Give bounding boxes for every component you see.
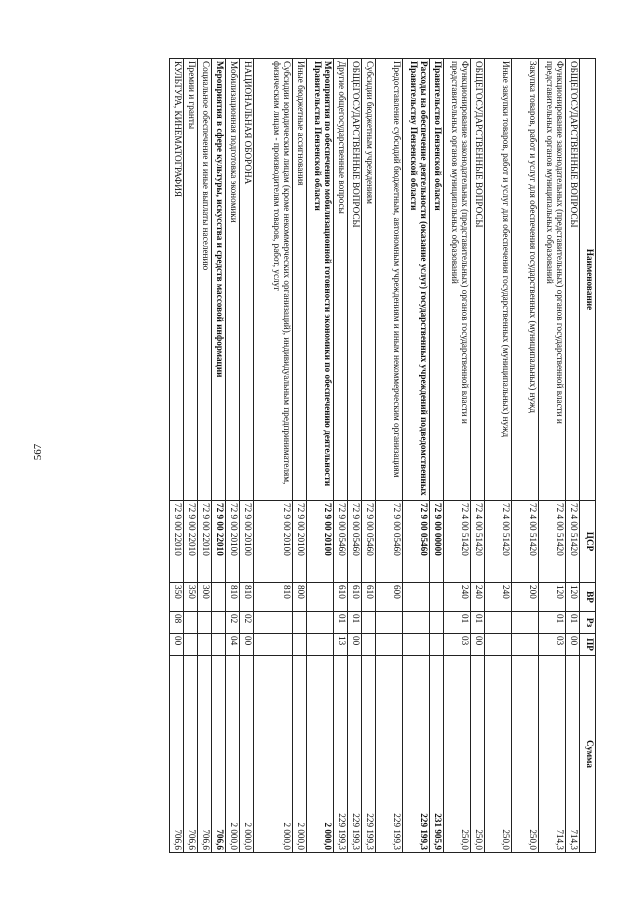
cell-vr [212,583,226,612]
cell-rz [485,612,512,634]
cell-rz [376,612,403,634]
table-header-row [580,59,596,853]
cell-sum: 250,0 [485,656,512,853]
cell-sum: 2 000,0 [307,656,334,853]
cell-pr [403,634,430,656]
cell-csr: 72 9 00 20100 [240,501,254,583]
cell-rz [430,612,444,634]
table-row [293,59,307,853]
cell-rz [198,612,212,634]
cell-pr [362,634,376,656]
cell-pr: 00 [170,634,184,656]
cell-sum: 2 000,0 [240,656,254,853]
cell-sum: 250,0 [512,656,539,853]
table-row [184,59,198,853]
header-vr: ВР [580,583,596,612]
table-row [471,59,485,853]
cell-csr: 72 9 00 05460 [362,501,376,583]
cell-csr: 72 4 00 51420 [566,501,580,583]
cell-name: Субсидии бюджетным учреждениям [362,59,376,501]
cell-vr: 610 [362,583,376,612]
cell-pr [198,634,212,656]
cell-rz [307,612,334,634]
cell-vr: 350 [184,583,198,612]
cell-rz [293,612,307,634]
cell-pr: 00 [566,634,580,656]
cell-pr: 00 [471,634,485,656]
cell-csr: 72 9 00 00000 [430,501,444,583]
cell-csr: 72 4 00 51420 [539,501,566,583]
cell-pr [293,634,307,656]
cell-name: Другие общегосударственные вопросы [334,59,348,501]
table-row [512,59,539,853]
cell-csr: 72 9 00 20100 [293,501,307,583]
cell-sum: 229 199,3 [403,656,430,853]
cell-rz [184,612,198,634]
cell-csr: 72 9 00 05460 [334,501,348,583]
cell-vr: 240 [471,583,485,612]
page-number: 567 [32,443,44,461]
cell-vr [403,583,430,612]
cell-pr [254,634,293,656]
cell-name: Социальное обеспечение и иные выплаты населению [198,59,212,501]
cell-name: Правительство Пензенской области [430,59,444,501]
budget-table [169,58,596,853]
cell-vr: 350 [170,583,184,612]
table-row [362,59,376,853]
cell-pr [307,634,334,656]
table-row [240,59,254,853]
cell-csr: 72 9 00 22010 [170,501,184,583]
cell-pr: 00 [348,634,362,656]
cell-sum: 229 199,3 [348,656,362,853]
cell-csr: 72 4 00 51420 [512,501,539,583]
cell-rz [403,612,430,634]
cell-pr: 03 [444,634,471,656]
cell-vr [430,583,444,612]
cell-pr [376,634,403,656]
cell-vr: 800 [293,583,307,612]
header-csr: ЦСР [580,501,596,583]
cell-csr: 72 9 00 05460 [348,501,362,583]
table-row [307,59,334,853]
table-row [254,59,293,853]
cell-name: Закупка товаров, работ и услуг для обеспечения государственных (муниципальных) нужд [512,59,539,501]
cell-vr: 120 [566,583,580,612]
rotated-page-content [96,58,596,852]
cell-name: Расходы на обеспечение деятельности (оказание услуг) государственных учреждений подведомственных Правительству Пензенской области [403,59,430,501]
table-row [430,59,444,853]
cell-rz [254,612,293,634]
cell-sum: 706,6 [184,656,198,853]
cell-csr: 72 9 00 22010 [198,501,212,583]
cell-name: Мероприятия в сфере культуры, искусства и средств массовой информации [212,59,226,501]
cell-sum: 714,3 [539,656,566,853]
cell-sum: 250,0 [471,656,485,853]
table-row [403,59,430,853]
table-row [212,59,226,853]
cell-csr: 72 4 00 51420 [485,501,512,583]
cell-pr: 04 [226,634,240,656]
header-sum: Сумма [580,656,596,853]
cell-sum: 229 199,3 [362,656,376,853]
cell-pr: 13 [334,634,348,656]
cell-pr [212,634,226,656]
cell-vr: 300 [198,583,212,612]
cell-vr [307,583,334,612]
cell-name: Субсидии юридическим лицам (кроме некоммерческих организаций), индивидуальным предпринимателям, физическим лицам - производителям товаров, работ, услуг [254,59,293,501]
cell-vr: 120 [539,583,566,612]
table-row [539,59,566,853]
cell-sum: 229 199,3 [376,656,403,853]
table-row [376,59,403,853]
cell-name: Иные закупки товаров, работ и услуг для обеспечения государственных (муниципальных) нужд [485,59,512,501]
cell-rz: 01 [334,612,348,634]
cell-name: НАЦИОНАЛЬНАЯ ОБОРОНА [240,59,254,501]
cell-name: Предоставление субсидий бюджетным, автономным учреждениям и иным некоммерческим организациям [376,59,403,501]
cell-rz: 01 [566,612,580,634]
cell-csr: 72 4 00 51420 [471,501,485,583]
cell-pr: 03 [539,634,566,656]
table-body [170,59,580,853]
cell-rz: 01 [444,612,471,634]
cell-rz [512,612,539,634]
cell-pr [512,634,539,656]
cell-pr [430,634,444,656]
cell-csr: 72 9 00 20100 [226,501,240,583]
table-row [334,59,348,853]
cell-csr: 72 9 00 22010 [184,501,198,583]
cell-rz: 08 [170,612,184,634]
cell-sum: 2 000,0 [254,656,293,853]
cell-name: ОБЩЕГОСУДАРСТВЕННЫЕ ВОПРОСЫ [348,59,362,501]
header-name: Наименование [580,59,596,501]
cell-vr: 810 [226,583,240,612]
table-row [348,59,362,853]
cell-vr: 610 [334,583,348,612]
cell-rz [212,612,226,634]
cell-pr: 00 [240,634,254,656]
header-rz: Рз [580,612,596,634]
cell-csr: 72 9 00 05460 [376,501,403,583]
table-row [566,59,580,853]
cell-rz: 02 [240,612,254,634]
cell-pr [184,634,198,656]
cell-rz: 01 [471,612,485,634]
cell-vr: 810 [254,583,293,612]
cell-name: КУЛЬТУРА, КИНЕМАТОГРАФИЯ [170,59,184,501]
cell-sum: 229 199,3 [334,656,348,853]
cell-rz [362,612,376,634]
table-row [444,59,471,853]
cell-sum: 714,3 [566,656,580,853]
cell-sum: 2 000,0 [226,656,240,853]
cell-csr: 72 9 00 05460 [403,501,430,583]
cell-vr: 610 [348,583,362,612]
cell-name: ОБЩЕГОСУДАРСТВЕННЫЕ ВОПРОСЫ [566,59,580,501]
cell-pr [485,634,512,656]
table-row [485,59,512,853]
cell-sum: 706,6 [212,656,226,853]
table-row [170,59,184,853]
cell-name: Премии и гранты [184,59,198,501]
cell-rz: 01 [539,612,566,634]
cell-vr: 600 [376,583,403,612]
cell-csr: 72 9 00 20100 [307,501,334,583]
cell-rz: 01 [348,612,362,634]
cell-vr: 810 [240,583,254,612]
cell-sum: 706,6 [170,656,184,853]
table-row [198,59,212,853]
cell-name: Мобилизационная подготовка экономики [226,59,240,501]
cell-csr: 72 9 00 20100 [254,501,293,583]
cell-sum: 250,0 [444,656,471,853]
cell-vr: 240 [485,583,512,612]
cell-vr: 240 [444,583,471,612]
cell-sum: 2 000,0 [293,656,307,853]
cell-sum: 706,6 [198,656,212,853]
cell-name: Иные бюджетные ассигнования [293,59,307,501]
cell-csr: 72 9 00 22010 [212,501,226,583]
cell-name: ОБЩЕГОСУДАРСТВЕННЫЕ ВОПРОСЫ [471,59,485,501]
table-row [226,59,240,853]
cell-name: Функционирование законодательных (представительных) органов государственной власти и представительных органов муниципальных образований [539,59,566,501]
cell-name: Функционирование законодательных (представительных) органов государственной власти и представительных органов муниципальных образований [444,59,471,501]
cell-csr: 72 4 00 51420 [444,501,471,583]
cell-sum: 231 905,9 [430,656,444,853]
header-pr: ПР [580,634,596,656]
cell-vr: 200 [512,583,539,612]
cell-rz: 02 [226,612,240,634]
cell-name: Мероприятия по обеспечению мобилизационной готовности экономики по обеспечению деятельности Правительства Пензенской области [307,59,334,501]
